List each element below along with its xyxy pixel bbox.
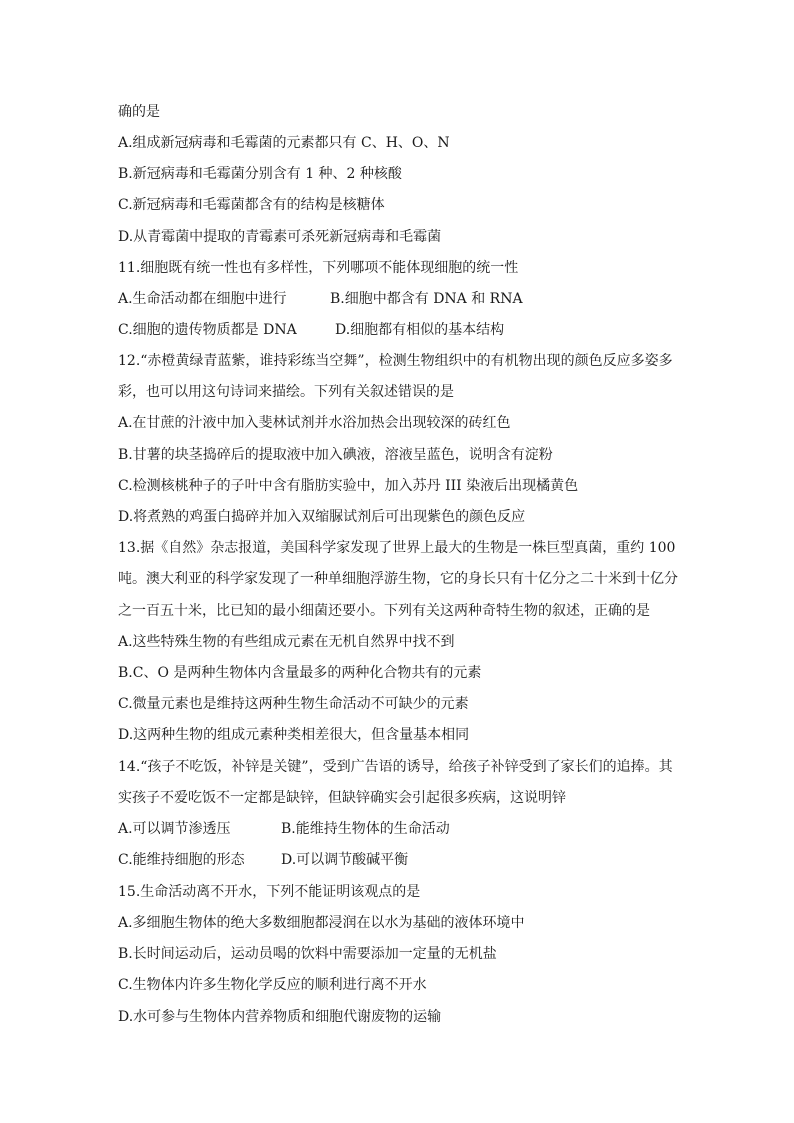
question-14-option-c: C.能维持细胞的形态 xyxy=(118,852,245,868)
question-11-options-row-1 xyxy=(118,289,523,309)
question-11-options-row-2 xyxy=(118,320,505,340)
question-13-option-d: D.这两种生物的组成元素种类相差很大，但含量基本相同 xyxy=(118,727,470,743)
question-14-options-row-2 xyxy=(118,850,409,870)
question-11-option-d: D.细胞都有相似的基本结构 xyxy=(335,322,505,338)
question-11-option-b: B.细胞中都含有 DNA 和 RNA xyxy=(330,291,523,307)
question-12-option-d: D.将煮熟的鸡蛋白捣碎并加入双缩脲试剂后可出现紫色的颜色反应 xyxy=(118,509,526,525)
question-10-option-d: D.从青霉菌中提取的青霉素可杀死新冠病毒和毛霉菌 xyxy=(118,229,442,245)
question-12-option-a: A.在甘蔗的汁液中加入斐林试剂并水浴加热会出现较深的砖红色 xyxy=(118,415,511,431)
question-13-stem-line: 13.据《自然》杂志报道，美国科学家发现了世界上最大的生物是一株巨型真菌，重约 100 xyxy=(118,540,676,556)
question-14-options-row-1 xyxy=(118,819,450,839)
question-15-stem-line: 15.生命活动离不开水，下列不能证明该观点的是 xyxy=(118,884,421,900)
question-12-stem-line: 12.“赤橙黄绿青蓝紫，谁持彩练当空舞”，检测生物组织中的有机物出现的颜色反应多姿多 xyxy=(118,353,673,369)
question-14-stem-line: 实孩子不爱吃饭不一定都是缺锌，但缺锌确实会引起很多疾病，这说明锌 xyxy=(118,790,566,806)
question-11-stem-line: 11.细胞既有统一性也有多样性，下列哪项不能体现细胞的统一性 xyxy=(118,260,519,276)
question-15-option-b: B.长时间运动后，运动员喝的饮料中需要添加一定量的无机盐 xyxy=(118,946,497,962)
question-11-option-a: A.生命活动都在细胞中进行 xyxy=(118,291,287,307)
question-13-stem-line: 吨。澳大利亚的科学家发现了一种单细胞浮游生物，它的身长只有十亿分之二十米到十亿分 xyxy=(118,571,678,587)
question-10-option-c: C.新冠病毒和毛霉菌都含有的结构是核糖体 xyxy=(118,197,385,213)
question-14-stem-line: 14.“孩子不吃饭，补锌是关键”，受到广告语的诱导，给孩子补锌受到了家长们的追捧。其 xyxy=(118,759,673,775)
question-11-option-c: C.细胞的遗传物质都是 DNA xyxy=(118,322,297,338)
question-15-option-a: A.多细胞生物体的绝大多数细胞都浸润在以水为基础的液体环境中 xyxy=(118,915,525,931)
question-15-option-c: C.生物体内许多生物化学反应的顺利进行离不开水 xyxy=(118,977,427,993)
question-13-option-c: C.微量元素也是维持这两种生物生命活动不可缺少的元素 xyxy=(118,696,469,712)
question-13-option-a: A.这些特殊生物的有些组成元素在无机自然界中找不到 xyxy=(118,634,455,650)
question-14-option-d: D.可以调节酸碱平衡 xyxy=(281,852,409,868)
question-13-option-b: B.C、O 是两种生物体内含量最多的两种化合物共有的元素 xyxy=(118,665,482,681)
question-14-option-a: A.可以调节渗透压 xyxy=(118,821,231,837)
question-12-option-c: C.检测核桃种子的子叶中含有脂肪实验中，加入苏丹 III 染液后出现橘黄色 xyxy=(118,478,579,494)
question-12-stem-line: 彩，也可以用这句诗词来描绘。下列有关叙述错误的是 xyxy=(118,384,454,400)
question-10-stem-line: 确的是 xyxy=(118,104,160,120)
question-10-option-b: B.新冠病毒和毛霉菌分别含有 1 种、2 种核酸 xyxy=(118,166,402,182)
question-13-stem-line: 之一百五十米，比已知的最小细菌还要小。下列有关这两种奇特生物的叙述，正确的是 xyxy=(118,603,650,619)
question-14-option-b: B.能维持生物体的生命活动 xyxy=(281,821,450,837)
question-15-option-d: D.水可参与生物体内营养物质和细胞代谢废物的运输 xyxy=(118,1009,442,1025)
question-10-option-a: A.组成新冠病毒和毛霉菌的元素都只有 C、H、O、N xyxy=(118,135,450,151)
question-12-option-b: B.甘薯的块茎捣碎后的提取液中加入碘液，溶液呈蓝色，说明含有淀粉 xyxy=(118,447,553,463)
